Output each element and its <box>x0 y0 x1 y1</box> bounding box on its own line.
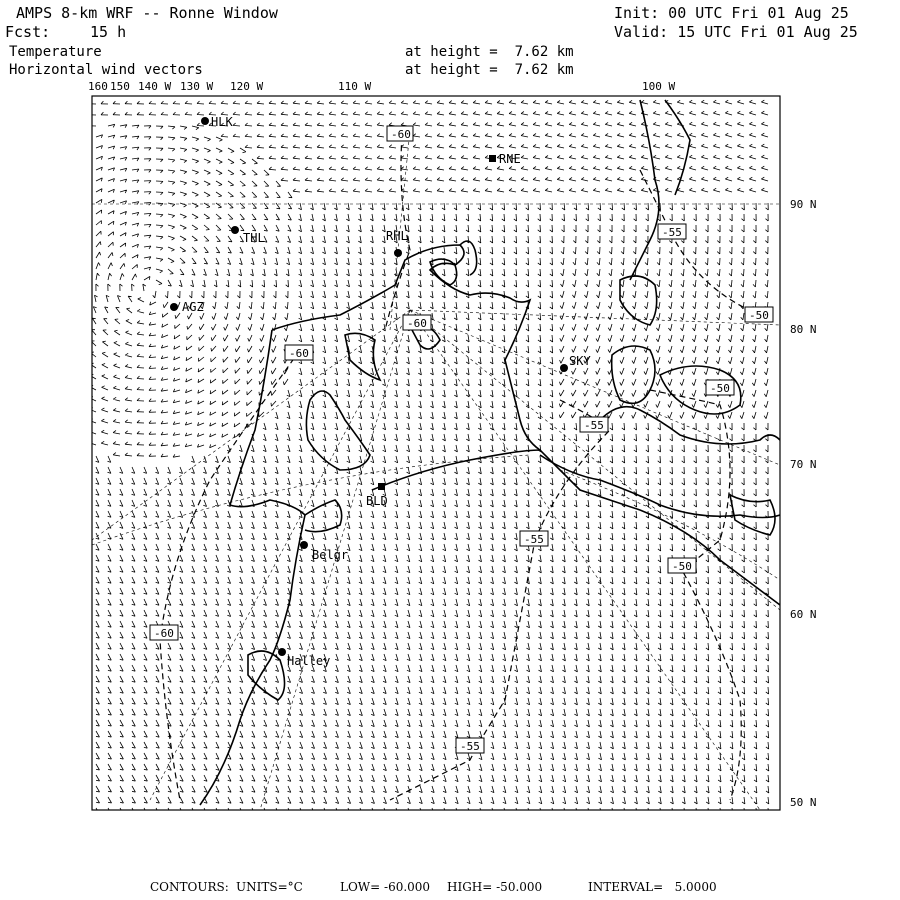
init-time: Init: 00 UTC Fri 01 Aug 25 <box>614 4 849 22</box>
contour-label <box>745 307 773 322</box>
svg-text:-55: -55 <box>662 226 682 239</box>
svg-text:-50: -50 <box>672 560 692 573</box>
station-dot-rhl <box>394 249 402 257</box>
contours-label: CONTOURS: <box>150 880 229 894</box>
contour-label <box>150 625 178 640</box>
contour-label <box>580 417 608 432</box>
contour-label <box>706 380 734 395</box>
contours-interval: INTERVAL= 5.0000 <box>588 880 717 894</box>
station-label-sky: SKY <box>569 354 591 368</box>
station-square-bld <box>378 483 385 490</box>
latitude-labels <box>790 198 817 809</box>
station-dot-halley <box>278 648 286 656</box>
contours-high: HIGH= -50.000 <box>447 880 543 894</box>
contours-low: LOW= -60.000 <box>340 880 431 894</box>
contour-label <box>403 315 431 330</box>
station-label-rhl: RHL <box>386 229 408 243</box>
lat-label: 60 N <box>790 608 817 621</box>
station-square-rne <box>489 155 496 162</box>
height-temperature: at height = 7.62 km <box>405 44 574 60</box>
lon-label: 110 W <box>338 80 372 93</box>
lon-label: 100 W <box>642 80 676 93</box>
station-label-thl: THL <box>243 231 265 245</box>
wind-vectors <box>89 100 769 815</box>
svg-text:-60: -60 <box>289 347 309 360</box>
station-label-bld: BLD <box>366 494 388 508</box>
lon-label: 150 <box>110 80 130 93</box>
contour-label <box>520 531 548 546</box>
station-label-belgr: Belgr <box>312 548 349 562</box>
svg-text:-55: -55 <box>460 740 480 753</box>
svg-text:-60: -60 <box>154 627 174 640</box>
station-dot-agz <box>170 303 178 311</box>
contours-units: UNITS=°C <box>236 880 303 894</box>
svg-text:-60: -60 <box>391 128 411 141</box>
station-dot-thl <box>231 226 239 234</box>
contour-label <box>285 345 313 360</box>
contour-label <box>387 126 413 141</box>
lon-label: 120 W <box>230 80 264 93</box>
valid-time: Valid: 15 UTC Fri 01 Aug 25 <box>614 23 858 41</box>
contour-label <box>456 738 484 753</box>
lon-label: 160 <box>88 80 108 93</box>
lon-label: 140 W <box>138 80 172 93</box>
forecast-label: Fcst: <box>5 23 51 41</box>
lat-label: 90 N <box>790 198 817 211</box>
longitude-labels <box>88 80 675 93</box>
station-label-hlk: HLK <box>211 115 233 129</box>
field-wind: Horizontal wind vectors <box>9 62 203 78</box>
lon-label: 130 W <box>180 80 214 93</box>
height-wind: at height = 7.62 km <box>405 62 574 78</box>
contour-label <box>668 558 696 573</box>
lat-label: 80 N <box>790 323 817 336</box>
contour-value-labels <box>150 126 773 753</box>
forecast-hour: 15 h <box>90 23 127 41</box>
lat-label: 70 N <box>790 458 817 471</box>
station-label-halley: Halley <box>287 654 331 668</box>
station-dot-hlk <box>201 117 209 125</box>
svg-text:-55: -55 <box>584 419 604 432</box>
lat-label: 50 N <box>790 796 817 809</box>
wind-barb-field <box>89 100 769 815</box>
coastlines <box>200 100 780 805</box>
station-dot-belgr <box>300 541 308 549</box>
svg-text:-50: -50 <box>710 382 730 395</box>
svg-text:-55: -55 <box>524 533 544 546</box>
contour-label <box>658 224 686 239</box>
svg-text:-60: -60 <box>407 317 427 330</box>
station-label-agz: AGZ <box>182 300 204 314</box>
map-title: AMPS 8-km WRF -- Ronne Window <box>16 4 278 22</box>
map-frame <box>92 96 780 810</box>
station-dot-sky <box>560 364 568 372</box>
field-temperature: Temperature <box>9 44 102 60</box>
svg-text:-50: -50 <box>749 309 769 322</box>
station-label-rne: RNE <box>499 152 521 166</box>
